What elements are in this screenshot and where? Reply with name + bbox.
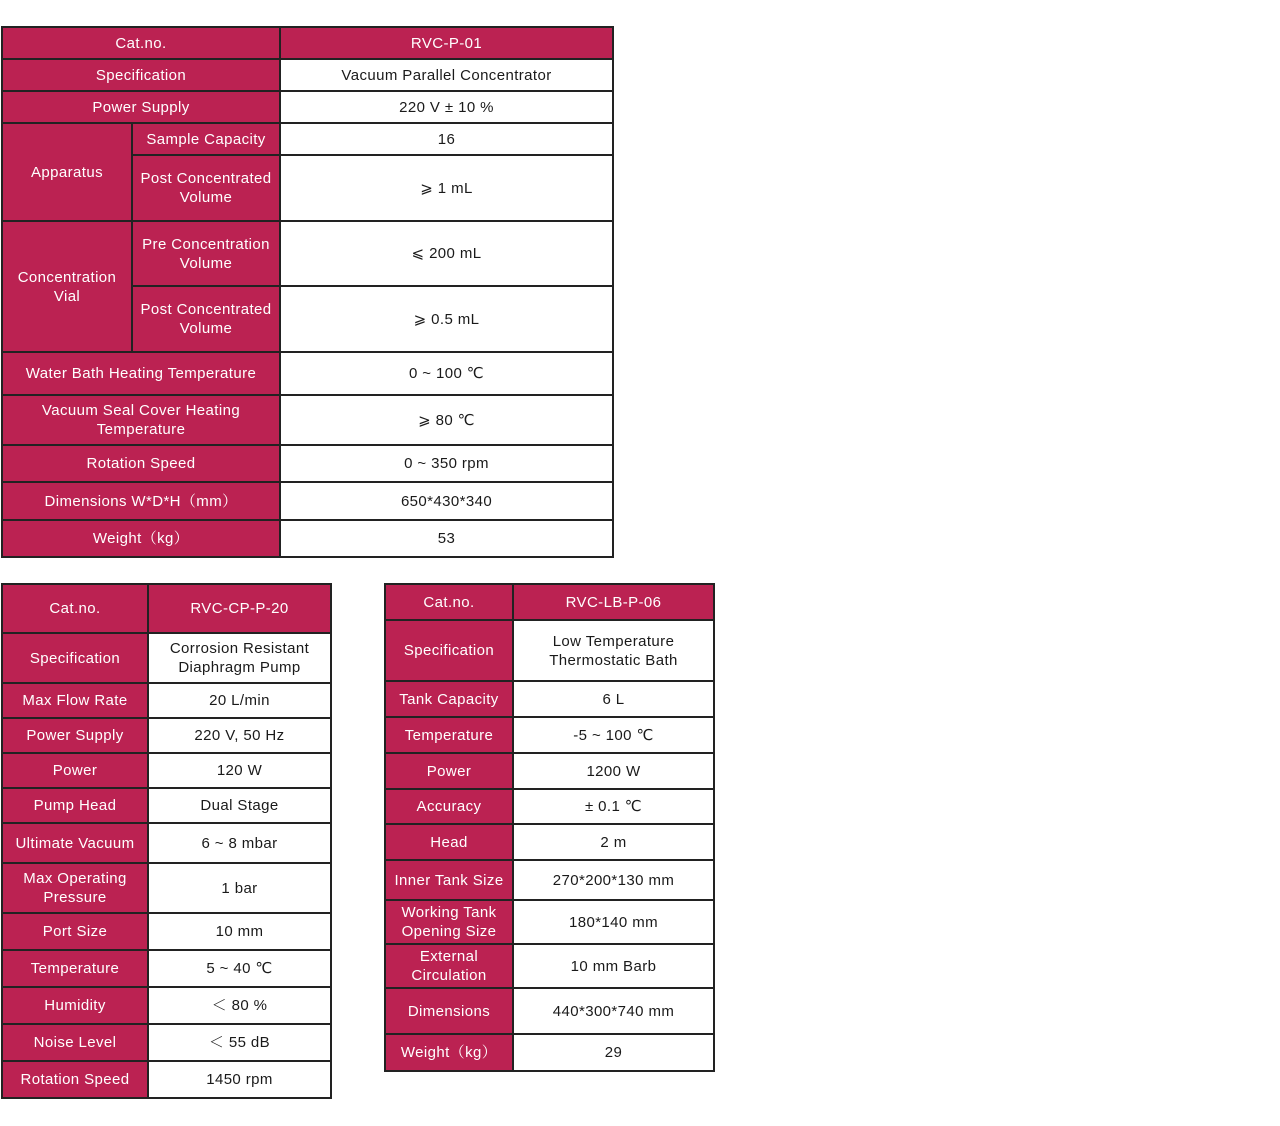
row-value: Low Temperature Thermostatic Bath (513, 620, 714, 681)
table-row (2, 1024, 331, 1061)
cat-no-label: Cat.no. (385, 584, 513, 620)
row-label: Rotation Speed (2, 445, 280, 482)
table-row (2, 913, 331, 950)
row-label: Pre Concentration Volume (132, 221, 280, 286)
row-label: External Circulation (385, 944, 513, 988)
row-label: Post Concentrated Volume (132, 286, 280, 352)
row-value: 120 W (148, 753, 331, 788)
row-value: 0 ~ 350 rpm (280, 445, 613, 482)
table-row (2, 123, 613, 155)
row-value: 1200 W (513, 753, 714, 789)
row-value: 10 mm Barb (513, 944, 714, 988)
row-value: ⩽ 200 mL (280, 221, 613, 286)
row-value: -5 ~ 100 ℃ (513, 717, 714, 753)
row-label: Power Supply (2, 91, 280, 123)
table-row (2, 823, 331, 863)
table-row (385, 789, 714, 824)
spec-table-thermostatic-bath (384, 583, 715, 1072)
table-row (385, 1034, 714, 1071)
row-value: ⩾ 0.5 mL (280, 286, 613, 352)
row-value: 29 (513, 1034, 714, 1071)
table-row (385, 584, 714, 620)
row-label: Sample Capacity (132, 123, 280, 155)
table-row (2, 221, 613, 286)
table-row (2, 987, 331, 1024)
table-row (2, 352, 613, 395)
row-value: Corrosion Resistant Diaphragm Pump (148, 633, 331, 683)
row-label: Max Operating Pressure (2, 863, 148, 913)
table-row (2, 445, 613, 482)
table-row (2, 788, 331, 823)
row-label: Power Supply (2, 718, 148, 753)
row-value: 1450 rpm (148, 1061, 331, 1098)
cat-no-label: Cat.no. (2, 584, 148, 633)
row-value: 16 (280, 123, 613, 155)
table-row (2, 91, 613, 123)
cat-no-value: RVC-CP-P-20 (148, 584, 331, 633)
table-row (385, 860, 714, 900)
row-value: ± 0.1 ℃ (513, 789, 714, 824)
row-label: Inner Tank Size (385, 860, 513, 900)
table-row (2, 1061, 331, 1098)
row-label: Ultimate Vacuum (2, 823, 148, 863)
table-row (2, 683, 331, 718)
row-label: Humidity (2, 987, 148, 1024)
row-label: Power (2, 753, 148, 788)
table-row (385, 824, 714, 860)
table-row (385, 988, 714, 1034)
row-value: 650*430*340 (280, 482, 613, 520)
row-value: 270*200*130 mm (513, 860, 714, 900)
group-label: Concentration Vial (2, 221, 132, 352)
table-row (385, 900, 714, 944)
group-label: Apparatus (2, 123, 132, 221)
row-label: Dimensions W*D*H（mm） (2, 482, 280, 520)
row-label: Port Size (2, 913, 148, 950)
table-row (2, 59, 613, 91)
row-value: 10 mm (148, 913, 331, 950)
row-label: Temperature (2, 950, 148, 987)
row-value: 2 m (513, 824, 714, 860)
row-label: Specification (385, 620, 513, 681)
table-row (2, 520, 613, 557)
row-value: 440*300*740 mm (513, 988, 714, 1034)
row-label: Water Bath Heating Temperature (2, 352, 280, 395)
row-label: Weight（kg） (385, 1034, 513, 1071)
row-label: Tank Capacity (385, 681, 513, 717)
row-label: Weight（kg） (2, 520, 280, 557)
row-label: Specification (2, 59, 280, 91)
table-row (2, 27, 613, 59)
table-row (2, 753, 331, 788)
row-value: 0 ~ 100 ℃ (280, 352, 613, 395)
cat-no-value: RVC-LB-P-06 (513, 584, 714, 620)
row-label: Pump Head (2, 788, 148, 823)
row-label: Power (385, 753, 513, 789)
table-row (385, 944, 714, 988)
table-row (2, 950, 331, 987)
table-row (2, 633, 331, 683)
spec-table-concentrator (1, 26, 614, 558)
row-label: Post Concentrated Volume (132, 155, 280, 221)
table-row (2, 482, 613, 520)
row-value: ⩾ 80 ℃ (280, 395, 613, 445)
row-value: 6 ~ 8 mbar (148, 823, 331, 863)
table-row (385, 717, 714, 753)
row-value: ⩾ 1 mL (280, 155, 613, 221)
row-label: Working Tank Opening Size (385, 900, 513, 944)
row-value: 180*140 mm (513, 900, 714, 944)
table-row (2, 718, 331, 753)
table-row (2, 863, 331, 913)
row-label: Specification (2, 633, 148, 683)
row-value: 20 L/min (148, 683, 331, 718)
row-value: ＜ 55 dB (148, 1024, 331, 1061)
row-label: Max Flow Rate (2, 683, 148, 718)
row-value: Dual Stage (148, 788, 331, 823)
row-value: 1 bar (148, 863, 331, 913)
row-value: 5 ~ 40 ℃ (148, 950, 331, 987)
table-row (385, 681, 714, 717)
row-value: 53 (280, 520, 613, 557)
table-row (2, 395, 613, 445)
row-value: 220 V ± 10 % (280, 91, 613, 123)
cat-no-label: Cat.no. (2, 27, 280, 59)
table-row (385, 620, 714, 681)
row-value: ＜ 80 % (148, 987, 331, 1024)
table-row (2, 584, 331, 633)
row-label: Vacuum Seal Cover Heating Temperature (2, 395, 280, 445)
row-label: Head (385, 824, 513, 860)
row-label: Noise Level (2, 1024, 148, 1061)
cat-no-value: RVC-P-01 (280, 27, 613, 59)
row-value: 6 L (513, 681, 714, 717)
row-label: Dimensions (385, 988, 513, 1034)
spec-table-diaphragm-pump (1, 583, 332, 1099)
row-label: Accuracy (385, 789, 513, 824)
table-row (385, 753, 714, 789)
row-value: Vacuum Parallel Concentrator (280, 59, 613, 91)
row-label: Temperature (385, 717, 513, 753)
row-value: 220 V, 50 Hz (148, 718, 331, 753)
row-label: Rotation Speed (2, 1061, 148, 1098)
